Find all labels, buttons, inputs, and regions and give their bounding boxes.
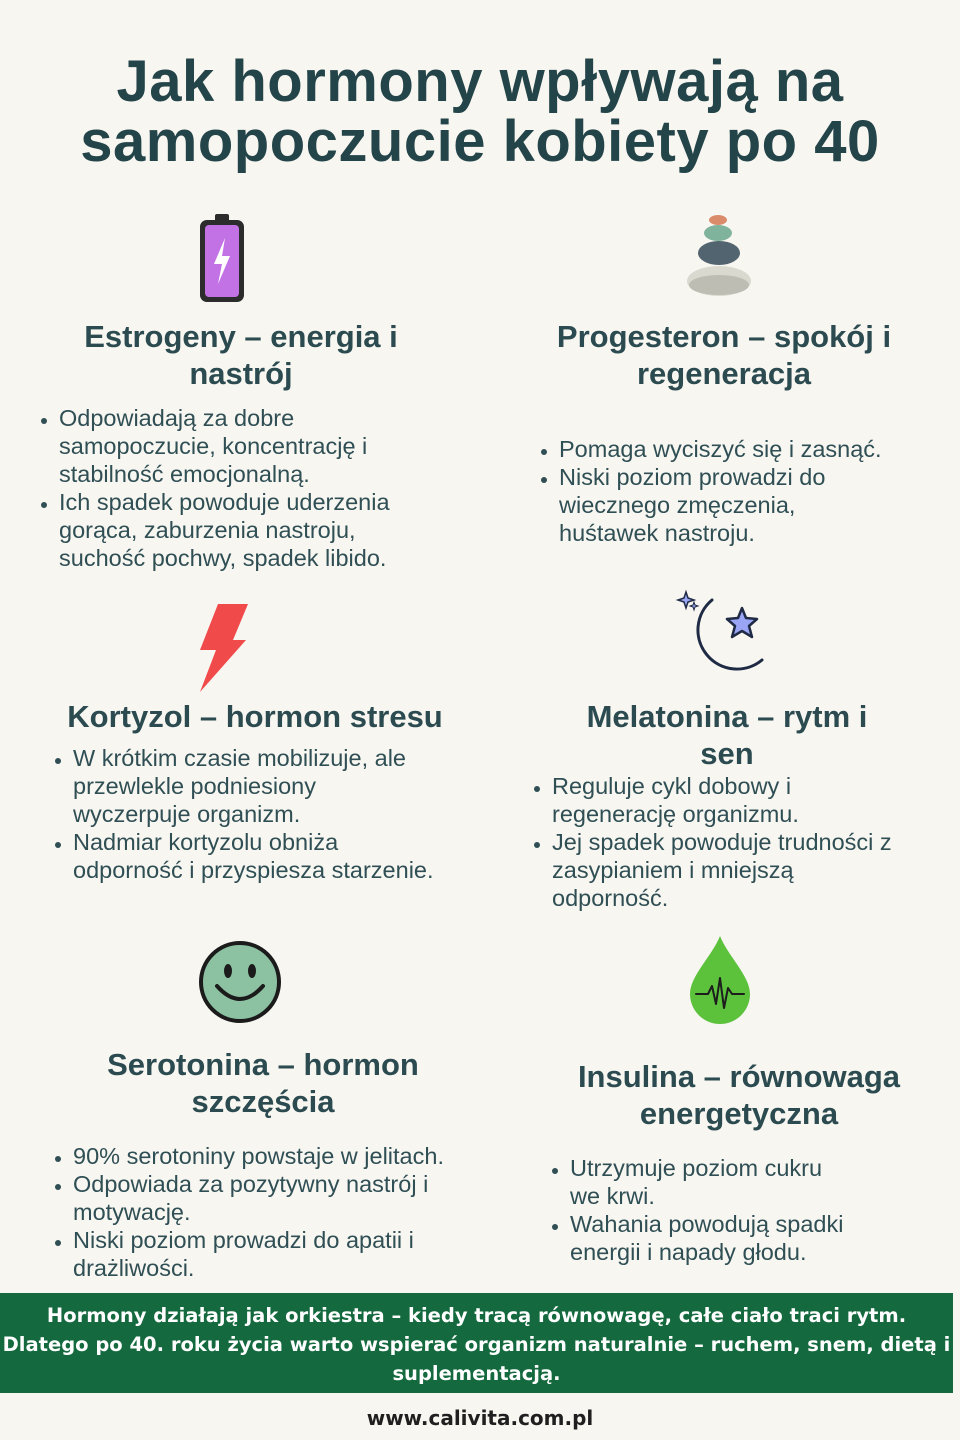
list-item bbox=[552, 772, 960, 828]
lightning-icon bbox=[196, 602, 252, 694]
heading-line: Estrogeny – energia i bbox=[84, 319, 398, 354]
line: gorąca, zaburzenia nastroju, bbox=[59, 517, 356, 543]
line: zasypianiem i mniejszą bbox=[552, 857, 794, 883]
list-item bbox=[73, 828, 503, 884]
list-item bbox=[552, 828, 960, 912]
line: Niski poziom prowadzi do bbox=[559, 464, 826, 490]
heading-line: energetyczna bbox=[639, 1096, 839, 1131]
bullet-list bbox=[548, 1154, 950, 1266]
line: motywację. bbox=[73, 1199, 191, 1225]
bullet-list bbox=[530, 772, 960, 912]
list-item bbox=[559, 435, 959, 463]
line: huśtawek nastroju. bbox=[559, 520, 755, 546]
list-item bbox=[570, 1210, 950, 1266]
line: Nadmiar kortyzolu obniża bbox=[73, 829, 339, 855]
section-heading bbox=[60, 1046, 466, 1120]
line: Ich spadek powoduje uderzenia bbox=[59, 489, 390, 515]
line: stabilność emocjonalną. bbox=[59, 461, 310, 487]
stacked-stones-icon bbox=[684, 212, 756, 298]
line: Utrzymuje poziom cukru bbox=[570, 1155, 823, 1181]
line: Pomaga wyciszyć się i zasnąć. bbox=[559, 436, 882, 462]
line: przewlekle podniesiony bbox=[73, 773, 316, 799]
bullet-list bbox=[51, 744, 503, 884]
list-item bbox=[59, 488, 489, 572]
line: Wahania powodują spadki bbox=[570, 1211, 844, 1237]
line: samopoczucie, koncentrację i bbox=[59, 433, 368, 459]
section-heading bbox=[40, 318, 442, 392]
page-title-line-2: samopoczucie kobiety po 40 bbox=[80, 109, 880, 174]
summary-banner bbox=[0, 1293, 953, 1393]
page-title-line-1: Jak hormony wpływają na bbox=[116, 49, 844, 114]
page-title bbox=[0, 49, 960, 174]
section-heading bbox=[40, 698, 470, 735]
line: we krwi. bbox=[570, 1183, 655, 1209]
bullet-list bbox=[37, 404, 489, 572]
section-heading bbox=[548, 1058, 930, 1132]
line: Reguluje cykl dobowy i bbox=[552, 773, 792, 799]
list-item bbox=[570, 1154, 950, 1210]
line: Odpowiadają za dobre bbox=[59, 405, 295, 431]
line: suchość pochwy, spadek libido. bbox=[59, 545, 387, 571]
line: wiecznego zmęczenia, bbox=[559, 492, 796, 518]
summary-line: suplementacją. bbox=[392, 1362, 561, 1385]
list-item bbox=[559, 463, 959, 547]
line: 90% serotoniny powstaje w jelitach. bbox=[73, 1143, 444, 1169]
heading-line: Progesteron – spokój i bbox=[556, 319, 892, 354]
line: regenerację organizmu. bbox=[552, 801, 799, 827]
line: Niski poziom prowadzi do apatii i bbox=[73, 1227, 414, 1253]
line: energii i napady głodu. bbox=[570, 1239, 807, 1265]
section-heading bbox=[552, 698, 902, 772]
heading-line: Melatonina – rytm i bbox=[586, 699, 868, 734]
line: drażliwości. bbox=[73, 1255, 195, 1281]
line: W krótkim czasie mobilizuje, ale bbox=[73, 745, 407, 771]
battery-icon bbox=[196, 212, 248, 304]
line: odporność i przyspiesza starzenie. bbox=[73, 857, 434, 883]
list-item bbox=[59, 404, 489, 488]
list-item bbox=[73, 1142, 513, 1170]
line: odporność. bbox=[552, 885, 669, 911]
heading-line: Kortyzol – hormon stresu bbox=[67, 699, 443, 734]
bullet-list bbox=[537, 435, 959, 547]
line: Odpowiada za pozytywny nastrój i bbox=[73, 1171, 429, 1197]
line: Jej spadek powoduje trudności z bbox=[552, 829, 892, 855]
website-link[interactable]: www.calivita.com.pl bbox=[366, 1406, 594, 1430]
heading-line: szczęścia bbox=[191, 1084, 335, 1119]
summary-line: Hormony działają jak orkiestra – kiedy tracą równowagę, całe ciało traci rytm. bbox=[46, 1304, 907, 1327]
line: wyczerpuje organizm. bbox=[73, 801, 301, 827]
heading-line: Insulina – równowaga bbox=[577, 1059, 901, 1094]
list-item bbox=[73, 1226, 513, 1282]
heartbeat-drop-icon bbox=[688, 934, 752, 1024]
heading-line: sen bbox=[700, 736, 754, 771]
heading-line: nastrój bbox=[189, 356, 293, 391]
bullet-list bbox=[51, 1142, 513, 1282]
moon-star-icon bbox=[672, 588, 768, 680]
heading-line: regeneracja bbox=[636, 356, 812, 391]
section-heading bbox=[512, 318, 936, 392]
smiley-icon bbox=[198, 940, 282, 1024]
list-item bbox=[73, 744, 503, 828]
summary-line: Dlatego po 40. roku życia warto wspierać organizm naturalnie – ruchem, snem, dietą i bbox=[2, 1333, 951, 1356]
heading-line: Serotonina – hormon bbox=[107, 1047, 419, 1082]
list-item bbox=[73, 1170, 513, 1226]
